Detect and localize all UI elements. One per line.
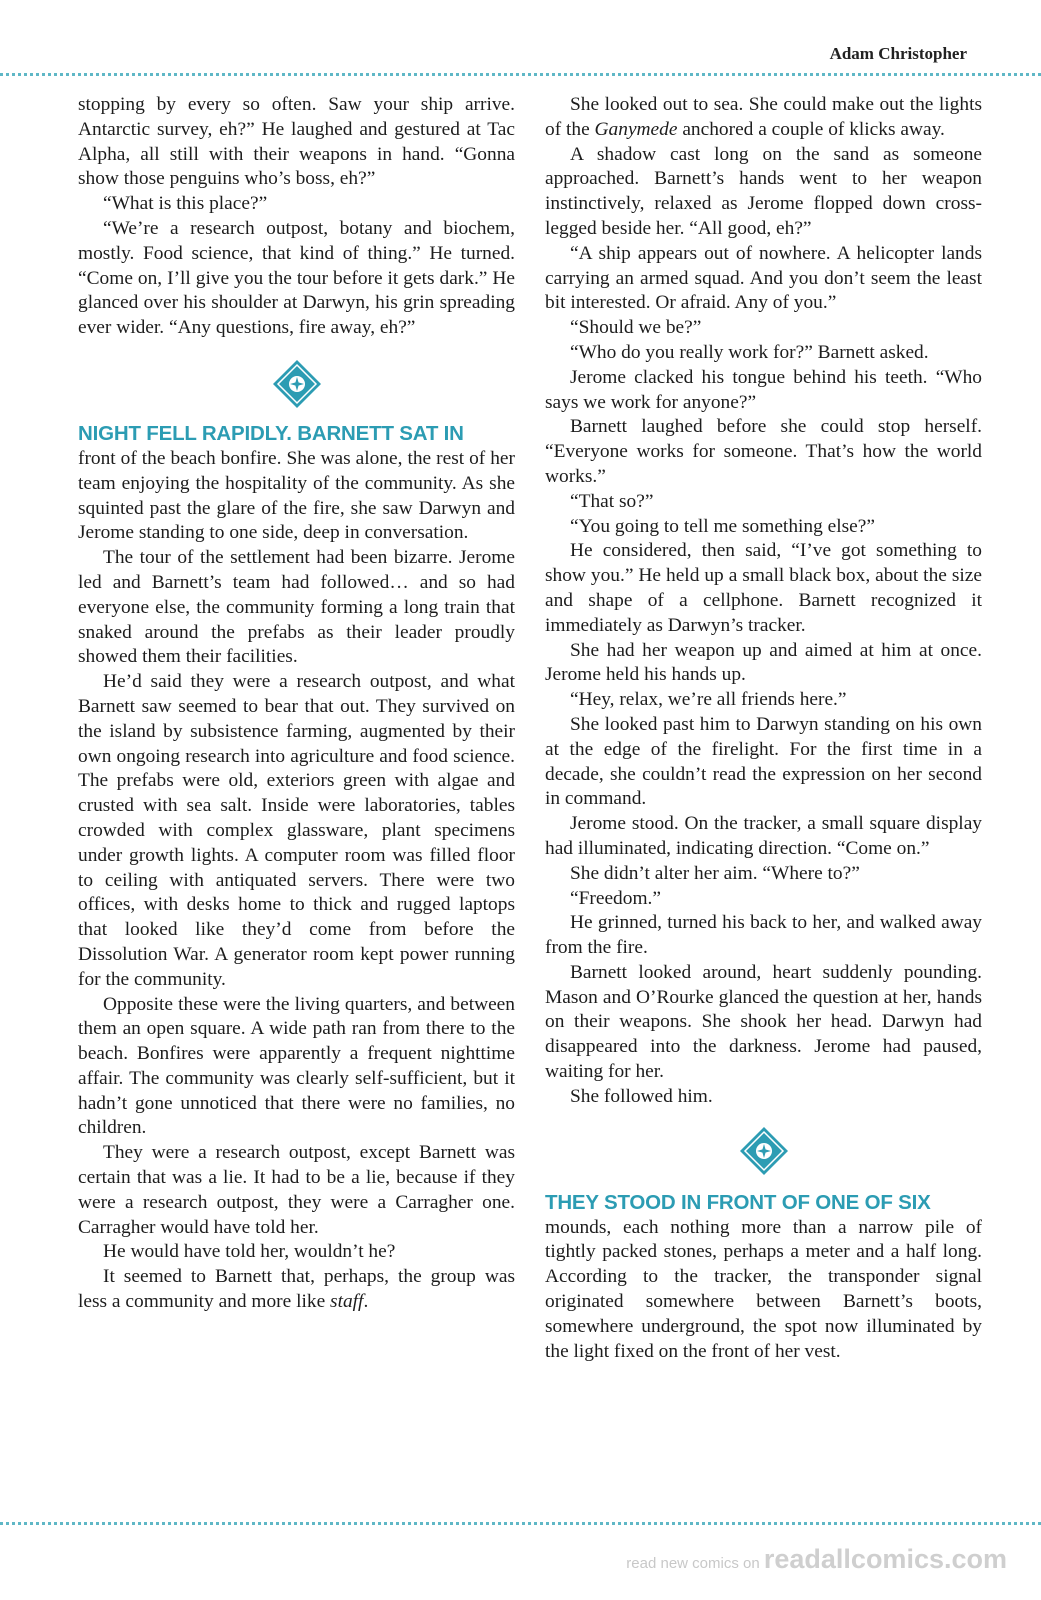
paragraph: She looked past him to Darwyn standing on his own at the edge of the firelight. For the first time in a decade, she couldn’t read the expression on her second in command. [545,713,982,810]
paragraph: “Freedom.” [570,887,661,909]
section-break-ornament [78,353,515,415]
site-watermark: read new comics on readallcomics.com [626,1544,1007,1574]
paragraph: She had her weapon up and aimed at him at once. Jerome held his hands up. [545,639,982,686]
paragraph: “You going to tell me something else?” [570,515,876,537]
paragraph: He’d said they were a research outpost, and what Barnett saw seemed to bear that out. They survived on the island by subsistence farming, augmented by their own ongoing research into agriculture and food science. The prefabs were old, exteriors green with algae and crusted with sea salt. Inside were laboratories, tables crowded with complex glassware, plant specimens under growth lights. A computer room was filled floor to ceiling with antiquated servers. There were two offices, with desks home to thick and rugged laptops that looked like they’d come from before the Dissolution War. A generator room kept power running for the community. [78,671,515,990]
bottom-dotted-rule [0,1522,1041,1525]
compass-diamond-icon [739,1126,789,1176]
paragraph: Barnett laughed before she could stop herself. “Everyone works for someone. That’s how the world works.” [545,416,982,487]
paragraph: A shadow cast long on the sand as someone approached. Barnett’s hands went to her weapon instinctively, relaxed as Jerome flopped down cross-legged beside her. “All good, eh?” [545,143,982,239]
paragraph: Jerome stood. On the tracker, a small square display had illuminated, indicating direction. “Come on.” [545,813,982,859]
paragraph: Barnett looked around, heart suddenly pounding. Mason and O’Rourke glanced the question at her, hands on their weapons. She shook her head. Darwyn had disappeared into the darkness. Jerome had paused, waiting for her. [545,961,982,1083]
paragraph: “A ship appears out of nowhere. A helicopter lands carrying an armed squad. And you don’t seem the least bit interested. Or afraid. Any of you.” [545,242,982,314]
right-text-column [545,93,982,1364]
compass-diamond-icon [272,359,322,409]
section-break-ornament [545,1120,982,1182]
paragraph: “Who do you really work for?” Barnett asked. [570,341,929,363]
paragraph: He would have told her, wouldn’t he? [103,1241,396,1263]
paragraph: mounds, each nothing more than a narrow pile of tightly packed stones, perhaps a meter and a half long. According to the tracker, the transponder signal originated somewhere between Barnett’s boots, somewhere underground, the spot now illuminated by the light fixed on the front of her vest. [545,1216,982,1362]
left-text-column [78,93,515,1315]
paragraph: stopping by every so often. Saw your ship arrive. Antarctic survey, eh?” He laughed and gestured at Tac Alpha, all still with their weapons in hand. “Gonna show those penguins who’s boss, eh?” [78,94,515,190]
section-heading: NIGHT FELL RAPIDLY. BARNETT SAT IN [78,421,464,445]
paragraph: Opposite these were the living quarters, and between them an open square. A wide path ran from there to the beach. Bonfires were apparently a frequent nighttime affair. The community was clearly self-sufficient, but it hadn’t gone unnoticed that there were no families, no children. [78,993,515,1139]
paragraph: “That so?” [570,490,654,512]
paragraph: front of the beach bonfire. She was alone, the rest of her team enjoying the hospitality of the community. As she squinted past the glare of the fire, she saw Darwyn and Jerome standing to one side, deep in conversation. [78,447,515,544]
top-dotted-rule [0,73,1041,76]
paragraph: He considered, then said, “I’ve got something to show you.” He held up a small black box, about the size and shape of a cellphone. Barnett recognized it immediately as Darwyn’s tracker. [545,540,982,636]
paragraph: They were a research outpost, except Barnett was certain that was a lie. It had to be a lie, because if they were a research outpost, they were a Carragher one. Carragher would have told her. [78,1142,515,1238]
paragraph: Jerome clacked his tongue behind his teeth. “Who says we work for anyone?” [545,366,982,413]
running-header-author: Adam Christopher [829,44,967,63]
paragraph: She followed him. [570,1085,713,1107]
paragraph: “We’re a research outpost, botany and biochem, mostly. Food science, that kind of thing.” He turned. “Come on, I’ll give you the tour before it gets dark.” He glanced over his shoulder at Darwyn, his grin spreading ever wider. “Any questions, fire away, eh?” [78,217,515,339]
paragraph: “What is this place?” [103,193,268,215]
paragraph: She looked out to sea. She could make out the lights of the Ganymede anchored a couple of klicks away. [545,94,982,140]
paragraph: He grinned, turned his back to her, and walked away from the fire. [545,912,982,959]
paragraph: “Hey, relax, we’re all friends here.” [570,689,847,711]
paragraph: The tour of the settlement had been bizarre. Jerome led and Barnett’s team had followed… and so had everyone else, the community forming a long train that snaked around the prefabs as their leader proudly showed them their facilities. [78,547,515,668]
paragraph: It seemed to Barnett that, perhaps, the group was less a community and more like staff. [78,1266,515,1313]
paragraph: She didn’t alter her aim. “Where to?” [570,862,860,884]
section-heading: THEY STOOD IN FRONT OF ONE OF SIX [545,1190,931,1214]
paragraph: “Should we be?” [570,317,702,339]
